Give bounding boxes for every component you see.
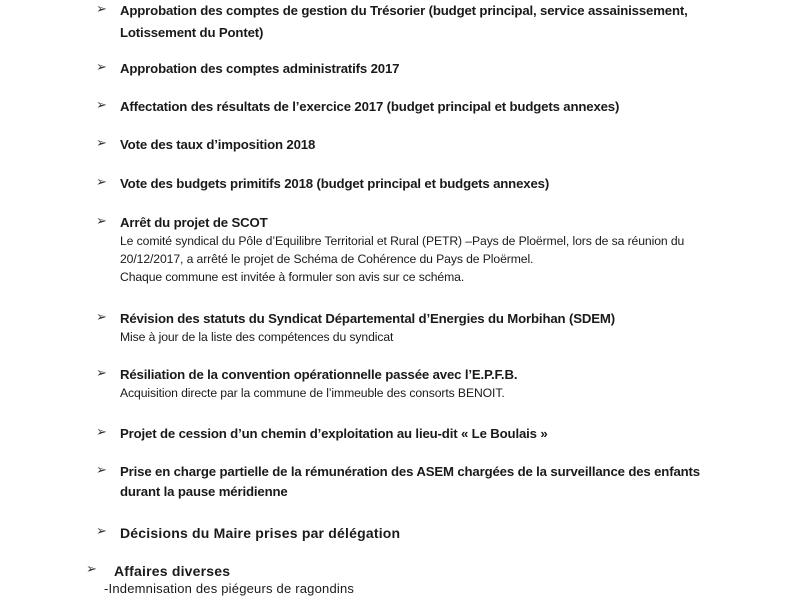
item-title-continued: Lotissement du Pontet) [120, 25, 264, 40]
item-title: Approbation des comptes administratifs 2017 [120, 61, 400, 76]
item-detail-line: -Indemnisation des piégeurs de ragondins [104, 581, 355, 596]
item-title: Prise en charge partielle de la rémunération des ASEM chargées de la surveillance des enfants [120, 464, 700, 479]
item-title: Résiliation de la convention opérationnelle passée avec l’E.P.F.B. [120, 367, 518, 382]
arrow-bullet-icon: ➢ [96, 97, 107, 112]
arrow-bullet-icon: ➢ [96, 523, 107, 538]
arrow-bullet-icon: ➢ [86, 561, 97, 576]
arrow-bullet-icon: ➢ [96, 1, 107, 16]
arrow-bullet-icon: ➢ [96, 174, 107, 189]
item-title: Révision des statuts du Syndicat Départemental d’Energies du Morbihan (SDEM) [120, 311, 615, 326]
item-title: Approbation des comptes de gestion du Trésorier (budget principal, service assainissement, [120, 3, 688, 18]
arrow-bullet-icon: ➢ [96, 424, 107, 439]
item-detail-line: Acquisition directe par la commune de l’immeuble des consorts BENOIT. [120, 386, 505, 400]
arrow-bullet-icon: ➢ [96, 135, 107, 150]
item-title: Décisions du Maire prises par délégation [120, 525, 401, 541]
item-detail-line: Le comité syndical du Pôle d’Equilibre Territorial et Rural (PETR) –Pays de Ploërmel, lors de sa réunion du [120, 234, 685, 248]
item-detail-line: 20/12/2017, a arrêté le projet de Schéma de Cohérence du Pays de Ploërmel. [120, 252, 534, 266]
item-detail-line: Chaque commune est invitée à formuler son avis sur ce schéma. [120, 270, 465, 284]
arrow-bullet-icon: ➢ [96, 213, 107, 228]
item-title: Vote des budgets primitifs 2018 (budget principal et budgets annexes) [120, 176, 550, 191]
arrow-bullet-icon: ➢ [96, 309, 107, 324]
item-detail-line: Mise à jour de la liste des compétences du syndicat [120, 330, 394, 344]
item-title: Arrêt du projet de SCOT [120, 215, 268, 230]
arrow-bullet-icon: ➢ [96, 59, 107, 74]
item-title: Projet de cession d’un chemin d’exploitation au lieu-dit « Le Boulais » [120, 426, 548, 441]
arrow-bullet-icon: ➢ [96, 462, 107, 477]
item-title: Vote des taux d’imposition 2018 [120, 137, 316, 152]
item-title: Affectation des résultats de l’exercice 2017 (budget principal et budgets annexes) [120, 99, 620, 114]
arrow-bullet-icon: ➢ [96, 365, 107, 380]
item-title: Affaires diverses [114, 563, 231, 579]
item-title-continued: durant la pause méridienne [120, 484, 288, 499]
